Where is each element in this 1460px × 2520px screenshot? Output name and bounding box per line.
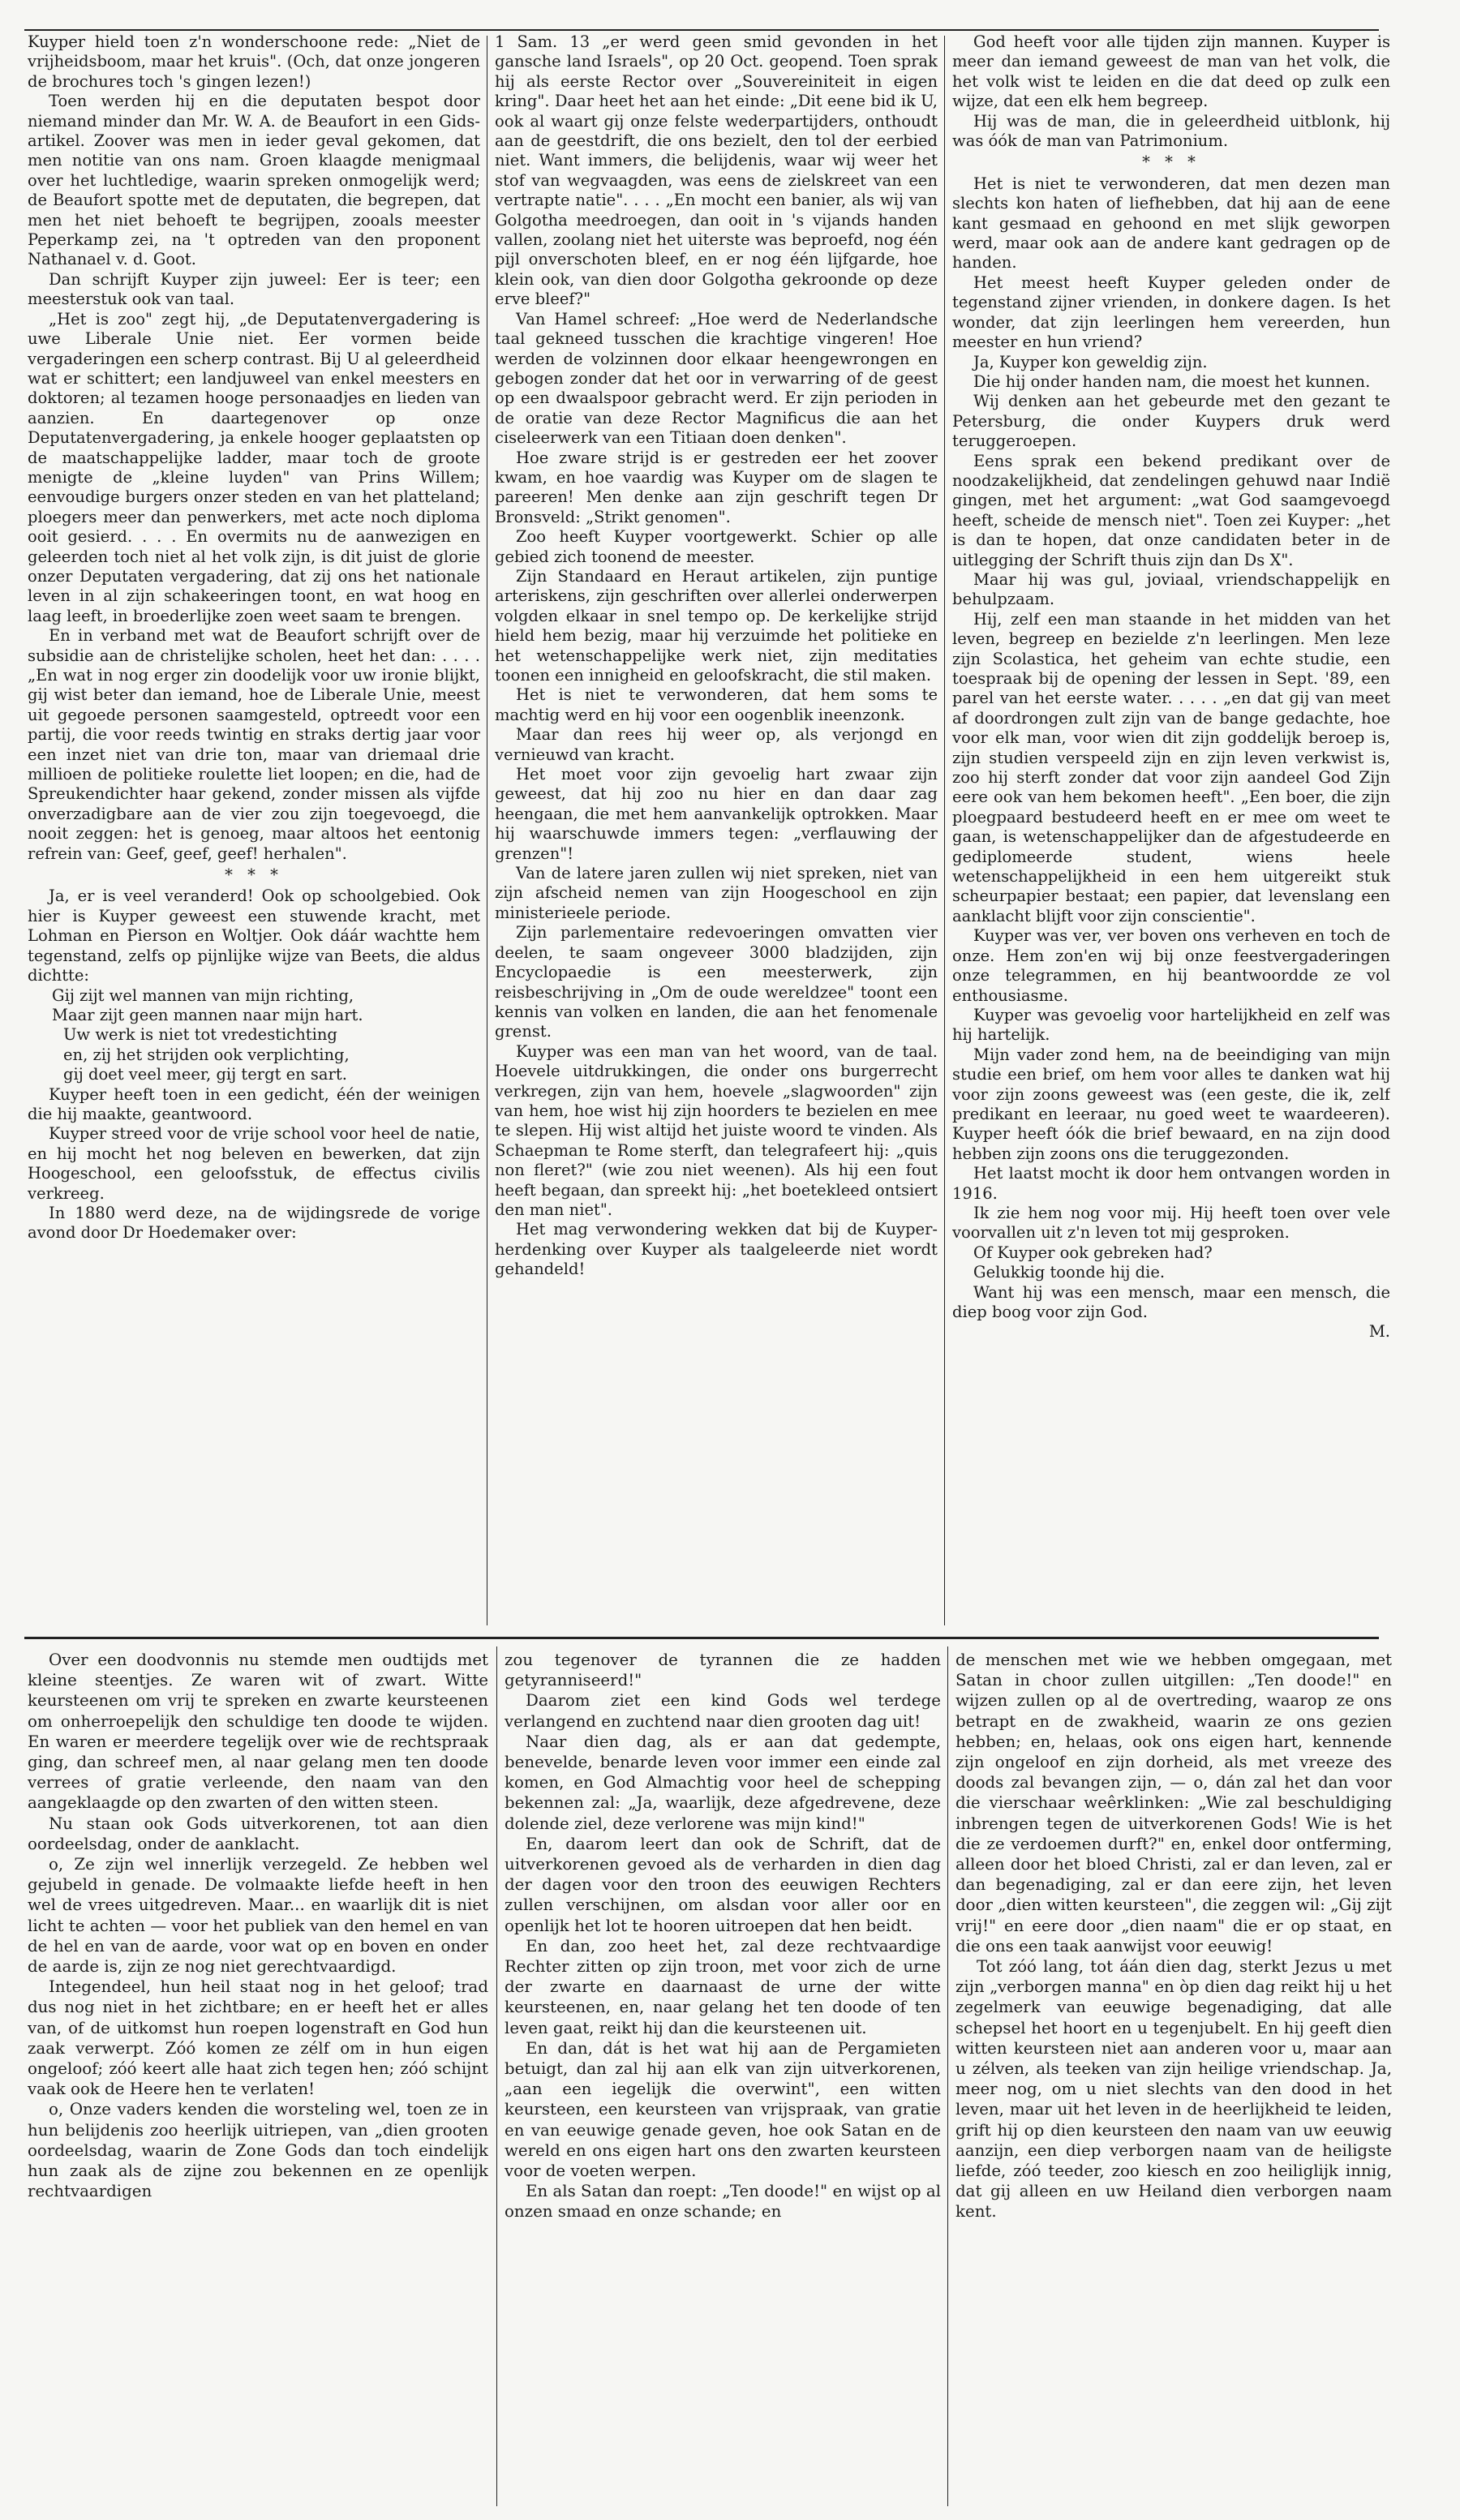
paragraph: Over een doodvonnis nu stemde men oudtijds met kleine steentjes. Ze waren wit of zwart. Witte keursteenen om vrij te spreken en zwarte keursteenen om onherroepelijk den schuldige ten doode te wijden. En waren er meerdere tegelijk over wie de rechtspraak ging, dan schreef men, al naar gelang men ten doode verrees of gratie verleende, den naam van den aangeklaagde op den zwarten of den witten steen.	[28, 1651, 488, 1813]
paragraph: Ik zie hem nog voor mij. Hij heeft toen over vele voorvallen uit z'n leven tot mij gesproken.	[952, 1203, 1390, 1243]
paragraph: Ja, er is veel veranderd! Ook op schoolgebied. Ook hier is Kuyper geweest een stuwende kracht, met Lohman en Pierson en Woltjer. Ook dáár wachtte hem tegenstand, zelfs op pijnlijke wijze van Beets, die aldus dichtte:	[28, 887, 480, 985]
bottom-article-column-2	[505, 1650, 941, 2501]
poem-line: Maar zijt geen mannen naar mijn hart.	[52, 1005, 363, 1024]
paragraph: En dan, dát is het wat hij aan de Pergamieten betuigt, dan zal hij aan elk van zijn uitverkorenen, „aan een iegelijk die overwint", een witten keursteen, een keursteen van vrijspraak, van gratie en van eeuwige genade geven, hoe ook Satan en de wereld en ons eigen hart ons den zwarten keursteen voor de voeten werpen.	[505, 2038, 941, 2181]
paragraph: Dan schrijft Kuyper zijn juweel: Eer is teer; een meesterstuk ook van taal.	[28, 269, 480, 309]
paragraph: Het mag verwondering wekken dat bij de Kuyper-herdenking over Kuyper als taalgeleerde niet wordt gehandeld!	[495, 1220, 938, 1279]
bottom-column-divider-1	[496, 1646, 497, 2506]
paragraph: o, Onze vaders kenden die worsteling wel, toen ze in hun belijdenis zoo heerlijk uitriepen, van „dien grooten oordeelsdag, waarin de Zone Gods dan toch eindelijk hun zaak als de zijne zou bekennen en ze openlijk rechtvaardigen	[28, 2100, 488, 2201]
paragraph: Het moet voor zijn gevoelig hart zwaar zijn geweest, dat hij zoo nu hier en dan daar zag heengaan, die met hem aanvankelijk optrokken. Maar hij waarschuwde immers tegen: „verflauwing der grenzen"!	[495, 765, 938, 863]
bottom-column-divider-2	[947, 1646, 948, 2506]
paragraph: Het is niet te verwonderen, dat hem soms te machtig werd en hij voor een oogenblik ineenzonk.	[495, 685, 938, 724]
top-article-column-3	[952, 32, 1390, 1629]
paragraph: Kuyper was gevoelig voor hartelijkheid en zelf was hij hartelijk.	[952, 1005, 1390, 1045]
paragraph: Zijn parlementaire redevoeringen omvatten vier deelen, te saam ongeveer 3000 bladzijden, zijn Encyclopaedie is een meesterwerk, zijn reisbeschrijving in „Om de oude wereldzee" toont een kennis van volken en landen, die aan het fenomenale grenst.	[495, 923, 938, 1041]
paragraph: Maar dan rees hij weer op, als verjongd en vernieuwd van kracht.	[495, 725, 938, 764]
poem-line: Uw werk is niet tot vredestichting	[63, 1025, 337, 1045]
paragraph: Kuyper hield toen z'n wonderschoone rede: „Niet de vrijheidsboom, maar het kruis". (Och, dat onze jongeren de brochures toch 's gingen lezen!)	[28, 32, 480, 91]
paragraph: Het is niet te verwonderen, dat men dezen man slechts kon haten of liefhebben, dat hij aan de eene kant gesmaad en gehoond en met slijk geworpen werd, maar ook aan de andere kant gedragen op de handen.	[952, 174, 1390, 273]
paragraph: Die hij onder handen nam, die moest het kunnen.	[973, 371, 1371, 391]
paragraph: In 1880 werd deze, na de wijdingsrede de vorige avond door Dr Hoedemaker over:	[28, 1203, 480, 1243]
paragraph: Integendeel, hun heil staat nog in het geloof; trad dus nog niet in het zichtbare; en er heeft het er alles van, of de uitkomst hun roepen logenstraft en God hun zaak verwerpt. Zóó komen ze zélf om in hun eigen ongeloof; zóó keert alle haat zich tegen hen; zóó schijnt vaak ook de Heere hen te verlaten!	[28, 1977, 488, 2099]
paragraph: Nu staan ook Gods uitverkorenen, tot aan dien oordeelsdag, onder de aanklacht.	[28, 1814, 488, 1853]
article-separator-rule	[24, 1637, 1379, 1639]
paragraph: Hij was de man, die in geleerdheid uitblonk, hij was óók de man van Patrimonium.	[952, 111, 1390, 151]
paragraph: Maar hij was gul, joviaal, vriendschappelijk en behulpzaam.	[952, 569, 1390, 609]
paragraph: Daarom ziet een kind Gods wel terdege verlangend en zuchtend naar dien grooten dag uit!	[505, 1691, 941, 1731]
paragraph: God heeft voor alle tijden zijn mannen. Kuyper is meer dan iemand geweest de man van het volk, die het volk wist te leiden en die dat deed op zulk een wijze, dat een elk hem begreep.	[952, 32, 1390, 111]
paragraph: En dan, zoo heet het, zal deze rechtvaardige Rechter zitten op zijn troon, met voor zich de urne der zwarte en daarnaast de urne der witte keursteenen, en, naar gelang het ten doode of ten leven gaat, reikt hij dan die keursteenen uit.	[505, 1936, 941, 2037]
paragraph: Hij, zelf een man staande in het midden van het leven, begreep en bezielde z'n leerlingen. Men leze zijn Scolastica, het geheim van echte studie, een toespraak bij de opening der lessen in Sept. '89, een parel van het eerste water. . . . . „en dat gij van meet af doordrongen zult zijn van de bange gedachte, hoe voor elk man, voor wien dit zijn goddelijk beroep is, zijn studien verspeeld zijn en zijn leven verkwist is, zoo hij sterft zonder dat voor zijn aandeel God Zijn eere ook van hem bekomen heeft". „Een boer, die zijn ploegpaard bestudeerd heeft en er mee om weet te gaan, is wetenschappelijker dan de afgestudeerde en gediplomeerde student, wiens heele wetenschappelijkheid in een hem uitgereikt stuk scheurpapier bestaat; een papier, dat levenslang een aanklacht blijft voor zijn conscientie".	[952, 609, 1390, 925]
paragraph: Wij denken aan het gebeurde met den gezant te Petersburg, die onder Kuypers druk werd teruggeroepen.	[952, 392, 1390, 451]
paragraph: Het laatst mocht ik door hem ontvangen worden in 1916.	[952, 1164, 1390, 1203]
paragraph: En als Satan dan roept: „Ten doode!" en wijst op al onzen smaad en onze schande; en	[505, 2182, 941, 2222]
paragraph: Want hij was een mensch, maar een mensch, die diep boog voor zijn God.	[952, 1282, 1390, 1321]
section-stars: * * *	[225, 865, 283, 885]
author-signature: M.	[1368, 1322, 1390, 1342]
section-stars: * * *	[1142, 152, 1200, 172]
paragraph: de menschen met wie we hebben omgegaan, met Satan in choor zullen uitgillen: „Ten doode!" en wijzen zullen op al de overtreding, waarop ze ons betrapt en de zwakheid, waarin ze ons gezien hebben; en, helaas, ook ons eigen hart, kennende zijn ongeloof en zijn dorheid, als met vreeze des doods zal bevangen zijn, — o, dán zal het dan voor die vierschaar weêrklinken: „Wie zal beschuldiging inbrengen tegen de uitverkorenen Gods! Wie is het die ze verdoemen durft?" en, enkel door ontferming, alleen door het bloed Christi, zal er dan leven, zal er dan begenadiging, zal er dan eere zijn, het leven door „dien witten keursteen", die zeggen wil: „Gij zijt vrij!" en eere door „dien naam" die er op staat, en die ons een taak aanwijst voor eeuwig!	[955, 1651, 1392, 1955]
poem-line: gij doet veel meer, gij tergt en sart.	[63, 1065, 347, 1084]
paragraph: „Het is zoo" zegt hij, „de Deputatenvergadering is uwe Liberale Unie niet. Eer vormen beide vergaderingen een scherp contrast. Bij U al geleerdheid wat er schittert; een landjuweel van enkel meesters en doktoren; al tezamen hooge personaadjes en lieden van aanzien. En daartegenover op onze Deputatenvergadering, ja enkele hooger geplaatsten op de maatschappelijke ladder, maar toch de groote menigte de „kleine luyden" van Prins Willem; eenvoudige burgers onzer steden en van het platteland; ploegers meer dan penwerkers, met acte noch diploma ooit gesierd. . . . En overmits nu de aanwezigen en geleerden toch niet al het volk zijn, is dit juist de glorie onzer Deputaten vergadering, dat zij ons het nationale leven in al zijn schakeeringen toont, en wat hoog en laag leeft, in broederlijke zoen weet saam te brengen.	[28, 309, 480, 625]
bottom-article-column-3	[955, 1650, 1392, 2501]
paragraph: Of Kuyper ook gebreken had?	[973, 1243, 1213, 1262]
paragraph: o, Ze zijn wel innerlijk verzegeld. Ze hebben wel gejubeld in genade. De volmaakte liefde heeft in hen wel de vrees uitgedreven. Maar... en waarlijk dit is niet licht te achten — voor het publiek van den hemel en van de hel en van de aarde, voor wat op en boven en onder de aarde is, zijn ze nog niet gerechtvaardigd.	[28, 1855, 488, 1977]
top-article-column-1	[28, 32, 480, 1629]
paragraph: Kuyper was ver, ver boven ons verheven en toch de onze. Hem zon'en wij bij onze feestvergaderingen onze telegrammen, en hij beantwoordde ze vol enthousiasme.	[952, 926, 1390, 1005]
paragraph: Zijn Standaard en Heraut artikelen, zijn puntige arteriskens, zijn geschriften over allerlei onderwerpen volgden elkaar in snel tempo op. De kerkelijke strijd hield hem bezig, maar hij verzuimde het politieke en het wetenschappelijke werk niet, zijn meditaties toonen een innigheid en geloofskracht, die stil maken.	[495, 566, 938, 685]
paragraph: Eens sprak een bekend predikant over de noodzakelijkheid, dat zendelingen gehuwd naar Indië gingen, met het argument: „wat God saamgevoegd heeft, scheide de mensch niet". Toen zei Kuyper: „het is dan te hopen, dat onze candidaten beter in de uitlegging der Schrift thuis zijn dan Ds X".	[952, 451, 1390, 569]
paragraph: Kuyper streed voor de vrije school voor heel de natie, en hij mocht het nog beleven en bewerken, dat zijn Hoogeschool, een geloofsstuk, de effectus civilis verkreeg.	[28, 1124, 480, 1203]
poem-line: en, zij het strijden ook verplichting,	[63, 1045, 350, 1064]
paragraph: Van Hamel schreef: „Hoe werd de Nederlandsche taal gekneed tusschen die krachtige vingeren! Hoe werden de volzinnen door elkaar heengewrongen en gebogen zonder dat het oor in verwarring of de geest op een dwaalspoor gebracht werd. Er zijn perioden in de oratie van deze Rector Magnificus die aan het ciseleerwerk van een Titiaan doen denken".	[495, 309, 938, 448]
paragraph: 1 Sam. 13 „er werd geen smid gevonden in het gansche land Israels", op 20 Oct. geopend. Toen sprak hij als eerste Rector over „Souvereiniteit in eigen kring". Daar heet het aan het einde: „Dit eene bid ik U, ook al waart gij onze felste wederpartijders, onthoudt aan de geestdrift, die ons bezielt, den tol der eerbied niet. Want immers, die belijdenis, waar wij weer het stof van wegvaagden, was eens de zielskreet van een vertrapte natie". . . . „En mocht een banier, als wij van Golgotha meedroegen, dan ooit in 's vijands handen vallen, zoolang niet het uiterste was beproefd, nog één pijl onverschoten bleef, en er nog één lijfgarde, hoe klein ook, van dien door Golgotha gekroonde op deze erve bleef?"	[495, 32, 938, 309]
paragraph: Het meest heeft Kuyper geleden onder de tegenstand zijner vrienden, in donkere dagen. Is het wonder, dat zijn leerlingen hem vereerden, hun meester en hun vriend?	[952, 273, 1390, 352]
paragraph: Gelukkig toonde hij die.	[973, 1263, 1166, 1282]
paragraph: En, daarom leert dan ook de Schrift, dat de uitverkorenen gevoed als de verharden in dien dag der dagen voor den troon des eeuwigen Rechters zullen verschijnen, om alsdan voor aller oor en openlijk het lot te hooren uitroepen dat hen beidt.	[505, 1834, 941, 1935]
top-article-column-2	[495, 32, 938, 1629]
paragraph: Van de latere jaren zullen wij niet spreken, niet van zijn afscheid nemen van zijn Hoogeschool en zijn ministerieele periode.	[495, 864, 938, 922]
paragraph: Kuyper was een man van het woord, van de taal. Hoevele uitdrukkingen, die onder ons burgerrecht verkregen, zijn van hem, hoevele „slagwoorden" zijn van hem, hoe wist hij zijn hoorders te bezielen en mee te slepen. Hij wist altijd het juiste woord te vinden. Als Schaepman te Rome sterft, dan telegrafeert hij: „quis non fleret?" (wie zou niet weenen). Als hij een fout heeft begaan, dan spreekt hij: „het boetekleed ontsiert den man niet".	[495, 1041, 938, 1219]
paragraph: zou tegenover de tyrannen die ze hadden getyranniseerd!"	[505, 1651, 941, 1690]
paragraph: Ja, Kuyper kon geweldig zijn.	[973, 352, 1208, 371]
paragraph: En in verband met wat de Beaufort schrijft over de subsidie aan de christelijke scholen, heet het dan: . . . . „En wat in nog erger zin doodelijk voor uw ironie blijkt, gij wist beter dan iemand, hoe de Liberale Unie, meest uit gegoede personen saamgesteld, optreedt voor een partij, die voor reeds twintig en straks dertig jaar voor een inzet niet van drie ton, maar van driemaal drie millioen de politieke roulette liet loopen; en die, had de Spreukendichter haar gekend, zonder missen als vijfde onverzadigbare aan de vier zou zijn toegevoegd, die nooit zeggen: het is genoeg, maar altoos het eentonig refrein van: Geef, geef, geef! herhalen".	[28, 626, 480, 863]
paragraph: Hoe zware strijd is er gestreden eer het zoover kwam, en hoe vaardig was Kuyper om de slagen te pareeren! Men denke aan zijn geschrift tegen Dr Bronsveld: „Strikt genomen".	[495, 448, 938, 526]
paragraph: Zoo heeft Kuyper voortgewerkt. Schier op alle gebied zich toonend de meester.	[495, 527, 938, 566]
paragraph: Kuyper heeft toen in een gedicht, één der weinigen die hij maakte, geantwoord.	[28, 1084, 480, 1123]
paragraph: Toen werden hij en die deputaten bespot door niemand minder dan Mr. W. A. de Beaufort in een Gids-artikel. Zoover was men in ieder geval gekomen, dat men notitie van ons nam. Groen klaagde menigmaal over het luchtledige, waarin spreken onmogelijk werd; de Beaufort spotte met de deputaten, die begrepen, dat men het niet behoeft te begrijpen, zooals meester Peperkamp zei, na 't optreden van den proponent Nathanael v. d. Goot.	[28, 92, 480, 269]
bottom-article-column-1	[28, 1650, 488, 2501]
paragraph: Mijn vader zond hem, na de beeindiging van mijn studie een brief, om hem voor alles te danken wat hij voor zijn zoons geweest was (een geste, die ik, zelf predikant en leeraar, nu goed weet te waardeeren). Kuyper heeft óók die brief bewaard, en na zijn dood hebben zijn zoons ons die teruggezonden.	[952, 1045, 1390, 1163]
poem-line: Gij zijt wel mannen van mijn richting,	[52, 985, 354, 1005]
top-rule	[24, 29, 1379, 31]
paragraph: Tot zóó lang, tot áán dien dag, sterkt Jezus u met zijn „verborgen manna" en òp dien dag reikt hij u het zegelmerk van eeuwige begenadiging, dat alle schepsel het hoort en u tegenjubelt. En hij geeft dien witten keursteen niet aan anderen voor u, maar aan u zélven, als teeken van zijn heilige vriendschap. Ja, meer nog, om u niet slechts van den dood in het leven, maar uit het leven in de heerlijkheid te leiden, grift hij op dien keursteen den naam van uw eeuwig aanzijn, een diep verborgen naam van de heiligste liefde, zóó teeder, zoo kiesch en zoo heiliglijk innig, dat gij alleen en uw Heiland dien verborgen naam kent.	[955, 1957, 1392, 2222]
top-column-divider-2	[944, 36, 945, 1625]
paragraph: Naar dien dag, als er aan dat gedempte, benevelde, benarde leven voor immer een einde zal komen, en God Almachtig voor heel de schepping bekennen zal: „Ja, waarlijk, deze afgedrevene, deze dolende ziel, deze verlorene was mijn kind!"	[505, 1732, 941, 1833]
